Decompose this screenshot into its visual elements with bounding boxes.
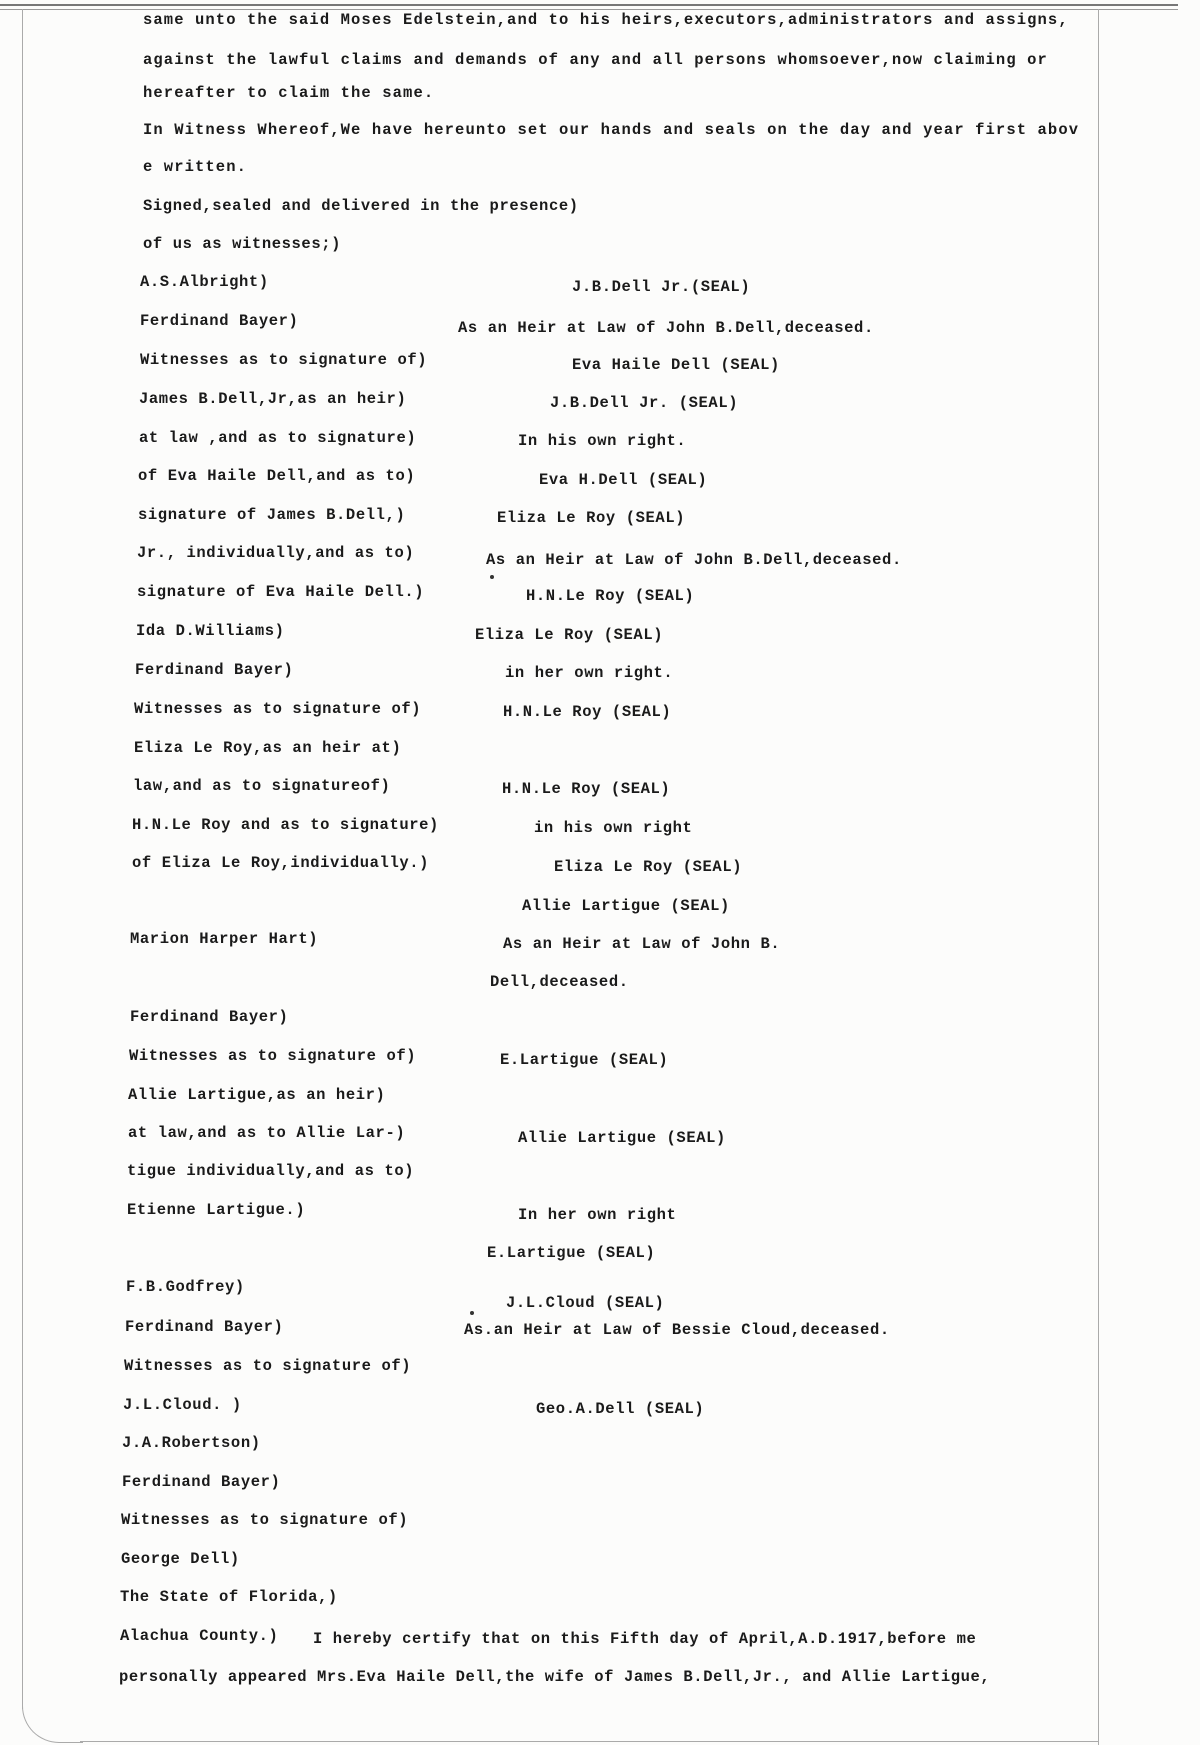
page-top-border	[0, 4, 1178, 6]
witness-line: Allie Lartigue,as an heir)	[128, 1086, 386, 1104]
signature-line: Eva Haile Dell (SEAL)	[572, 356, 780, 374]
body-line-1: same unto the said Moses Edelstein,and to his heirs,executors,administrators and assigns,	[143, 11, 1069, 29]
certificate-line-1: I hereby certify that on this Fifth day of April,A.D.1917,before me	[313, 1630, 977, 1648]
body-line-4: In Witness Whereof,We have hereunto set our hands and seals on the day and year first abov	[143, 121, 1080, 139]
signature-line: As.an Heir at Law of Bessie Cloud,deceased.	[464, 1321, 890, 1339]
scan-speck	[470, 1311, 474, 1315]
witness-line: A.S.Albright)	[140, 273, 269, 291]
witness-line: James B.Dell,Jr,as an heir)	[139, 390, 407, 408]
witness-line: of Eva Haile Dell,and as to)	[138, 467, 416, 485]
witness-line: Ferdinand Bayer)	[122, 1473, 281, 1491]
witness-line: Etienne Lartigue.)	[127, 1201, 306, 1219]
witness-line: Jr., individually,and as to)	[137, 544, 415, 562]
witness-line: tigue individually,and as to)	[127, 1162, 415, 1180]
signature-line: H.N.Le Roy (SEAL)	[526, 587, 695, 605]
witness-line: at law,and as to Allie Lar-)	[128, 1124, 406, 1142]
witness-line: J.A.Robertson)	[122, 1434, 261, 1452]
witness-line: Witnesses as to signature of)	[134, 700, 422, 718]
signature-line: Eliza Le Roy (SEAL)	[497, 509, 686, 527]
page-bottom-border	[80, 1741, 1098, 1742]
witness-line: signature of Eva Haile Dell.)	[137, 583, 425, 601]
signature-line: J.B.Dell Jr.(SEAL)	[572, 278, 751, 296]
witness-line: Eliza Le Roy,as an heir at)	[134, 739, 402, 757]
body-line-2: against the lawful claims and demands of any and all persons whomsoever,now claiming or	[143, 51, 1048, 69]
body-line-7: of us as witnesses;)	[143, 235, 342, 253]
witness-line: J.L.Cloud. )	[123, 1396, 242, 1414]
signature-line: H.N.Le Roy (SEAL)	[503, 703, 672, 721]
signature-line: E.Lartigue (SEAL)	[487, 1244, 656, 1262]
witness-line: Marion Harper Hart)	[130, 930, 319, 948]
signature-line: Allie Lartigue (SEAL)	[518, 1129, 726, 1147]
witness-line: Witnesses as to signature of)	[129, 1047, 417, 1065]
signature-line: Dell,deceased.	[490, 973, 629, 991]
witness-line: Witnesses as to signature of)	[140, 351, 428, 369]
scan-speck	[490, 575, 494, 579]
signature-line: J.L.Cloud (SEAL)	[506, 1294, 665, 1312]
body-line-5: e written.	[143, 158, 248, 176]
signature-line: As an Heir at Law of John B.Dell,deceased.	[458, 319, 874, 337]
signature-line: In his own right.	[518, 432, 687, 450]
signature-line: in his own right	[534, 819, 693, 837]
signature-line: As an Heir at Law of John B.Dell,deceased.	[486, 551, 902, 569]
signature-line: Geo.A.Dell (SEAL)	[536, 1400, 705, 1418]
signature-line: Eliza Le Roy (SEAL)	[554, 858, 743, 876]
witness-line: The State of Florida,)	[120, 1588, 338, 1606]
certificate-line-2: personally appeared Mrs.Eva Haile Dell,the wife of James B.Dell,Jr., and Allie Lartigue,	[119, 1668, 991, 1686]
page-bottom-corner	[22, 1706, 83, 1743]
witness-line: George Dell)	[121, 1550, 240, 1568]
witness-line: H.N.Le Roy and as to signature)	[132, 816, 439, 834]
signature-line: Eliza Le Roy (SEAL)	[475, 626, 664, 644]
witness-line: F.B.Godfrey)	[126, 1278, 245, 1296]
witness-line: Ida D.Williams)	[136, 622, 285, 640]
page-left-border	[22, 9, 23, 1709]
witness-line: Witnesses as to signature of)	[124, 1357, 412, 1375]
witness-line: law,and as to signatureof)	[133, 777, 391, 795]
signature-line: In her own right	[518, 1206, 677, 1224]
signature-line: Eva H.Dell (SEAL)	[539, 471, 708, 489]
witness-line: signature of James B.Dell,)	[138, 506, 406, 524]
certificate-county: Alachua County.)	[120, 1627, 279, 1645]
signature-line: Allie Lartigue (SEAL)	[522, 897, 730, 915]
witness-line: Ferdinand Bayer)	[135, 661, 294, 679]
witness-line: Ferdinand Bayer)	[125, 1318, 284, 1336]
witness-line: of Eliza Le Roy,individually.)	[132, 854, 430, 872]
signature-line: J.B.Dell Jr. (SEAL)	[550, 394, 739, 412]
body-line-3: hereafter to claim the same.	[143, 84, 435, 102]
signature-line: in her own right.	[505, 664, 674, 682]
page-right-border	[1098, 9, 1099, 1745]
signature-line: E.Lartigue (SEAL)	[500, 1051, 669, 1069]
witness-line: Ferdinand Bayer)	[140, 312, 299, 330]
body-line-6: Signed,sealed and delivered in the presence)	[143, 197, 579, 215]
witness-line: Witnesses as to signature of)	[121, 1511, 409, 1529]
signature-line: As an Heir at Law of John B.	[503, 935, 781, 953]
signature-line: H.N.Le Roy (SEAL)	[502, 780, 671, 798]
witness-line: at law ,and as to signature)	[139, 429, 417, 447]
witness-line: Ferdinand Bayer)	[130, 1008, 289, 1026]
